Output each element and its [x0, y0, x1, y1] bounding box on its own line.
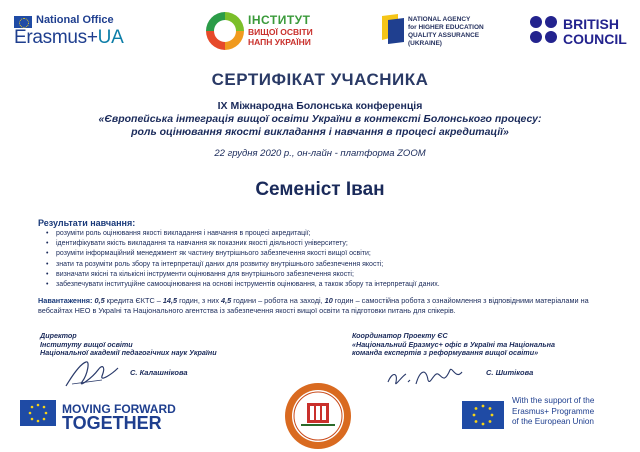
- erasmus-ua-logo: [14, 14, 164, 50]
- results-list: [46, 229, 606, 290]
- signatory-left-title: Директор Інституту вищої освіти Національної академії педагогічних наук України: [40, 331, 217, 358]
- logo-text: НАПН УКРАЇНИ: [248, 37, 311, 47]
- signature-right-icon: [386, 360, 466, 392]
- agency-mark-icon: [382, 14, 404, 44]
- list-item: • визначати якісні та кількісні інструменти оцінювання для внутрішнього забезпечення якості;: [46, 270, 606, 280]
- eu-flag-icon: [462, 401, 504, 429]
- conference-date: 22 грудня 2020 р., он-лайн - платформа ZOOM: [214, 148, 426, 159]
- logo-text: BRITISH COUNCIL: [563, 16, 627, 47]
- signatory-right-title: Координатор Проекту ЄС «Національний Еразмус+ офіс в Україні та Національна команда експертів з реформування вищої освіти»: [352, 331, 555, 358]
- eu-support-logo: [462, 396, 638, 436]
- seal-icon: [283, 381, 353, 451]
- logo-text: Erasmus+UA: [14, 27, 124, 48]
- logo-text: With the support of the Erasmus+ Programme of the European Union: [512, 396, 595, 426]
- participant-name: Семеніст Іван: [255, 179, 385, 200]
- results-title: Результати навчання:: [38, 218, 136, 228]
- signatory-right-name: С. Шитікова: [486, 368, 534, 377]
- conference-theme: роль оцінювання якості викладання і навчання в процесі акредитації»: [131, 126, 509, 138]
- workload-text: Навантаження: 0,5 кредита ЄКТС – 14,5 годин, з них 4,5 години – робота на заході, 10 годин – самостійна робота з ознайомлення з відповідними матеріалами на вебсайтах НЕО в Україні та Національного агентства із забезпечення якості вищої освіти та підготовки питань для спікерів.: [38, 296, 589, 315]
- signature-left-icon: [62, 356, 122, 392]
- logo-text: NATIONAL AGENCY for HIGHER EDUCATION QUALITY ASSURANCE (UKRAINE): [408, 16, 484, 47]
- dots-icon: [530, 16, 560, 46]
- logo-text: MOVING FORWARD: [62, 402, 176, 416]
- certificate-title: СЕРТИФІКАТ УЧАСНИКА: [211, 70, 429, 89]
- list-item: • розуміти інформаційний менеджмент як частину внутрішнього забезпечення якості вищої освіти;: [46, 249, 606, 259]
- conference-name: IX Міжнародна Болонська конференція: [217, 100, 423, 112]
- institute-logo: [206, 12, 326, 56]
- signatory-left-name: С. Калашнікова: [130, 368, 188, 377]
- logo-text: ІНСТИТУТ: [248, 13, 311, 27]
- british-council-logo: [530, 14, 640, 50]
- list-item: • забезпечувати інституційне самооцінювання на основі інструментів оцінювання, а також збору та інтерпретації даних.: [46, 280, 606, 290]
- logo-text: National Office: [36, 14, 114, 26]
- conference-theme: «Європейська інтеграція вищої освіти України в контексті Болонського процесу:: [98, 113, 542, 125]
- list-item: • ідентифікувати якість викладання та навчання як показник якості діяльності університету;: [46, 239, 606, 249]
- ring-icon: [206, 12, 244, 50]
- logo-text: TOGETHER: [62, 413, 162, 433]
- eu-flag-icon: [20, 400, 56, 426]
- nahe-logo: [382, 12, 502, 56]
- list-item: • знати та розуміти роль збору та інтерпретації даних для розвитку внутрішнього забезпечення якості;: [46, 260, 606, 270]
- logo-text: ВИЩОЇ ОСВІТИ: [248, 27, 313, 37]
- list-item: • розуміти роль оцінювання якості викладання і навчання в процесі акредитації;: [46, 229, 606, 239]
- moving-forward-logo: [20, 400, 200, 434]
